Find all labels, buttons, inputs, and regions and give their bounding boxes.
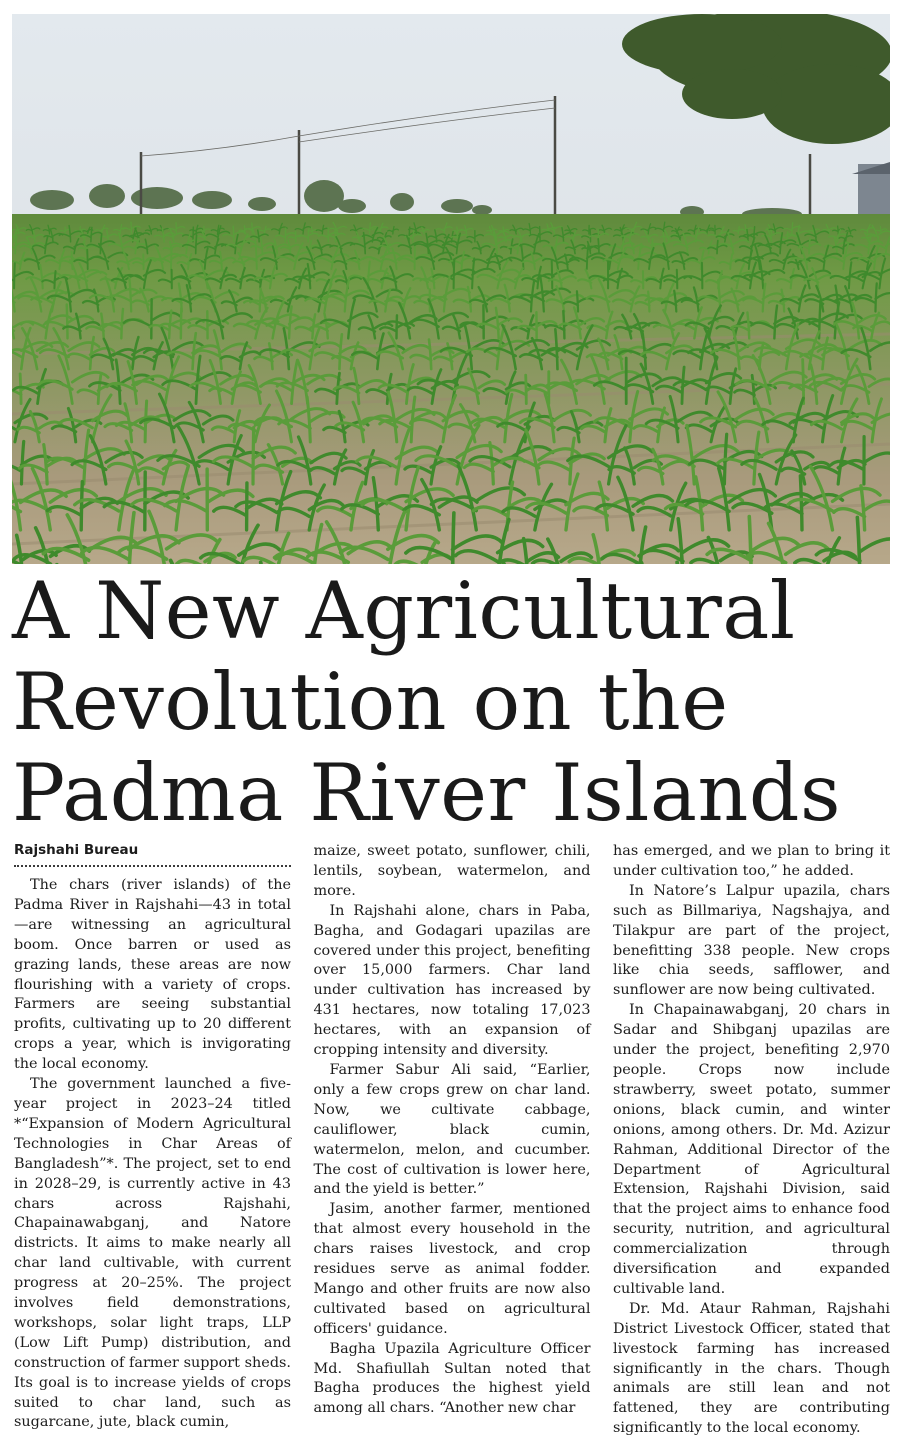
paragraph: Dr. Md. Ataur Rahman, Rajshahi District Livestock Officer, stated that livestock farming has increased significantly in the chars. Though animals are still lean and not fattened, they are contributing significantly to the local economy. [613,1300,890,1437]
headline-line-2: Revolution on the [12,656,729,748]
corn-field-photo-icon [12,14,890,564]
paragraph: In Chapainawabganj, 20 chars in Sadar and Shibganj upazilas are under the project, benefiting 2,970 people. Crops now include strawberry, sweet potato, summer onions, black cumin, and winter onions, among others. Dr. Md. Azizur Rahman, Additional Director of the Department of Agricultural Extension, Rajshahi Division, said that the project aims to enhance food security, nutrition, and agricultural commercialization through diversification and expanded cultivable land. [613,1002,890,1297]
column-2 [314,842,591,1422]
column-3 [613,842,890,1437]
headline-line-3: Padma River Islands [12,747,842,839]
article-photo [12,14,890,564]
headline [12,566,892,839]
headline-line-1: A New Agricultural [12,565,796,657]
paragraph: Farmer Sabur Ali said, “Earlier, only a few crops grew on char land. Now, we cultivate cabbage, cauliflower, black cumin, watermelon, melon, and cucumber. The cost of cultivation is lower here, and the yield is better.” [313,1061,591,1198]
paragraph: Jasim, another farmer, mentioned that almost every household in the chars raises livestock, and crop residues serve as animal fodder. Mango and other fruits are now also cultivated based on agricultural officers' guidance. [313,1201,591,1337]
article-body [14,842,890,1437]
paragraph-continuation: has emerged, and we plan to bring it under cultivation too,” he added. [613,843,890,879]
column-1 [14,842,291,1431]
paragraph: The chars (river islands) of the Padma River in Rajshahi—43 in total—are witnessing an agricultural boom. Once barren or used as grazing lands, these areas are now flourishing with a variety of crops. Farmers are seeing substantial profits, cultivating up to 20 different crops a year, which is invigorating the local economy. [14,877,291,1073]
paragraph: Bagha Upazila Agriculture Officer Md. Shafiullah Sultan noted that Bagha produces the highest yield among all chars. “Another new char [313,1340,591,1417]
paragraph: In Rajshahi alone, chars in Paba, Bagha, and Godagari upazilas are covered under this project, benefiting over 15,000 farmers. Char land under cultivation has increased by 431 hectares, now totaling 17,023 hectares, with an expansion of cropping intensity and diversity. [313,902,591,1059]
paragraph-continuation: maize, sweet potato, sunflower, chili, lentils, soybean, watermelon, and more. [313,843,591,899]
paragraph: In Natore’s Lalpur upazila, chars such as Billmariya, Nagshajya, and Tilakpur are part of the project, benefitting 338 people. New crops like chia seeds, safflower, and sunflower are now being cultivated. [613,882,890,999]
byline: Rajshahi Bureau [14,842,291,867]
paragraph: The government launched a five-year project in 2023–24 titled *“Expansion of Modern Agricultural Technologies in Char Areas of Bangladesh”*. The project, set to end in 2028–29, is currently active in 43 chars across Rajshahi, Chapainawabganj, and Natore districts. It aims to make nearly all char land cultivable, with current progress at 20–25%. The project involves field demonstrations, workshops, solar light traps, LLP (Low Lift Pump) distribution, and construction of farmer support sheds. Its goal is to increase yields of crops suited to char land, such as sugarcane, jute, black cumin, [14,1076,291,1431]
